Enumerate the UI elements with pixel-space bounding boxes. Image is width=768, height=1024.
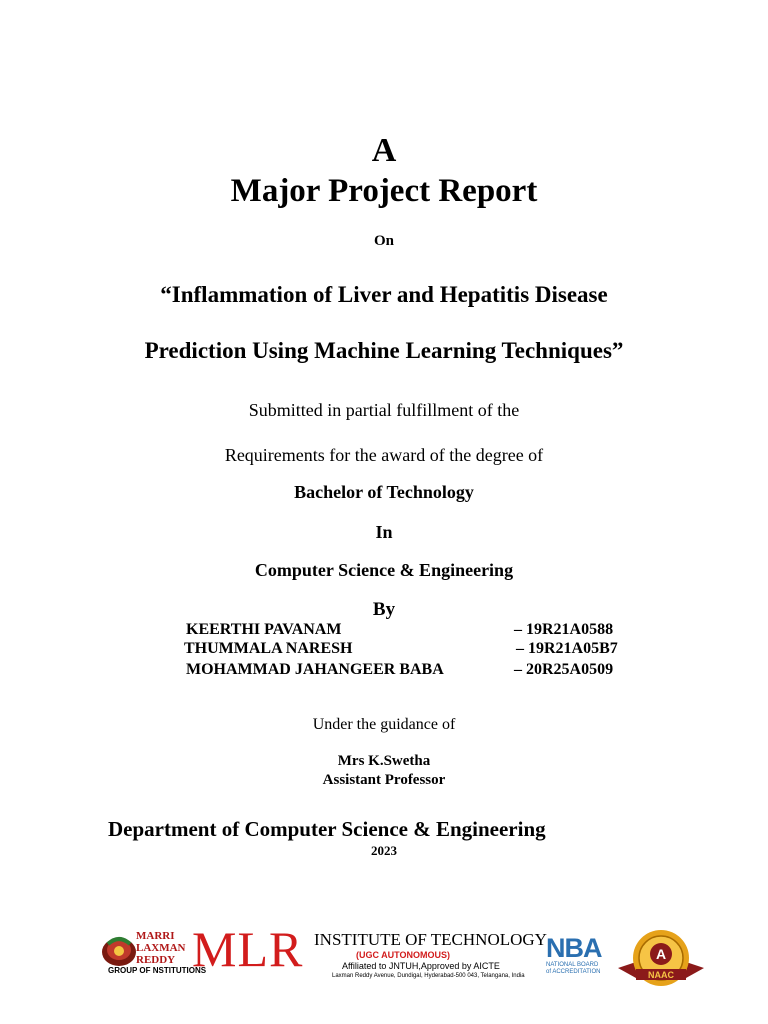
submission-line-2: Requirements for the award of the degree of (224, 445, 544, 465)
student-name: MOHAMMAD JAHANGEER BABA (186, 661, 444, 678)
branch-name: Computer Science & Engineering (254, 560, 514, 580)
student-name: THUMMALA NARESH (184, 640, 353, 657)
group-name-line: REDDY (136, 954, 176, 966)
group-name (136, 930, 186, 966)
student-name: KEERTHI PAVANAM (186, 621, 342, 638)
degree-name: Bachelor of Technology (294, 482, 474, 502)
submission-line-1: Submitted in partial fulfillment of the (248, 400, 520, 420)
by-label: By (372, 599, 396, 620)
footer-logo-strip (96, 921, 706, 992)
guidance-intro: Under the guidance of (312, 716, 456, 733)
group-name-line: LAXMAN (136, 942, 186, 954)
guide-designation: Assistant Professor (322, 772, 446, 788)
autonomous-label: (UGC AUTONOMOUS) (356, 950, 450, 960)
guide-name: Mrs K.Swetha (337, 753, 431, 769)
naac-label: NAAC (648, 970, 674, 980)
group-footer-text: GROUP OF NSTITUTIONS (108, 966, 207, 975)
cover-article: A (371, 132, 397, 169)
report-type-heading: Major Project Report (230, 173, 538, 209)
student-roll: – 19R21A05B7 (516, 640, 618, 657)
project-title-line-1: “Inflammation of Liver and Hepatitis Disease (160, 282, 608, 307)
naac-grade-label: A (655, 946, 667, 962)
mlr-wordmark: MLR (192, 921, 304, 977)
naac-badge-icon (616, 928, 706, 992)
nba-logo (546, 934, 606, 990)
group-name-line: MARRI (136, 930, 175, 942)
student-roll: – 19R21A0588 (514, 621, 614, 638)
affiliation-text: Affiliated to JNTUH,Approved by AICTE (342, 961, 500, 971)
nba-subtitle: NATIONAL BOARD (546, 962, 599, 968)
nba-subtitle: of ACCREDITATION (546, 969, 601, 975)
institute-name: INSTITUTE OF TECHNOLOGY (314, 930, 547, 949)
marri-laxman-reddy-seal-icon (100, 932, 138, 968)
project-title-line-2: Prediction Using Machine Learning Techniques” (144, 338, 624, 363)
report-year: 2023 (371, 843, 397, 858)
student-roll: – 20R25A0509 (514, 661, 614, 678)
on-label: On (373, 233, 394, 249)
department-name: Department of Computer Science & Engineering (108, 817, 546, 841)
institute-address: Laxman Reddy Avenue, Dundigal, Hyderabad-500 043, Telangana, India (332, 973, 525, 979)
in-label: In (375, 522, 393, 542)
nba-wordmark: NBA (546, 933, 602, 963)
